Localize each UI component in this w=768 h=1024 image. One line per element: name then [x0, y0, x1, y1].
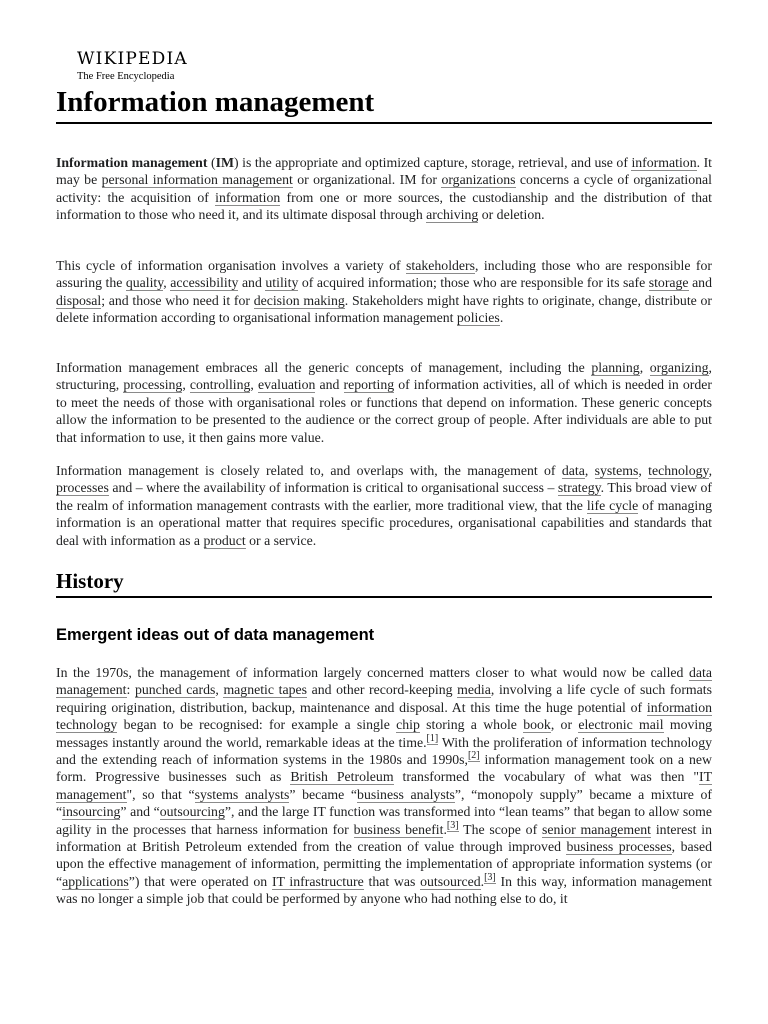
intro-paragraph-4: Information management is closely related to, and overlaps with, the management of data, systems, technology, processes and – where the availability of information is critical to organisational success – strategy. This broad view of the realm of information management contrasts with the earlier, more traditional view, that the life cycle of managing information is an operational matter that requires specific procedures, organisational capabilities and standards that deal with information as a product or a service.: [56, 463, 713, 548]
intro-section-4: [56, 462, 712, 549]
intro-paragraph-3: Information management embraces all the generic concepts of management, including the planning, organizing, structuring, processing, controlling, evaluation and reporting of information activities, all of which is needed in order to meet the needs of those with organisational roles or functions that depend on information. These generic concepts allow the information to be presented to the audience or the correct group of people. After individuals are able to put that information to use, it then gains more value.: [56, 360, 712, 445]
link-data-management[interactable]: data management: [56, 665, 712, 698]
bold-term: Information management: [56, 155, 208, 170]
reference-link[interactable]: [3]: [446, 820, 459, 832]
intro-section-3: [56, 359, 712, 446]
link-business-benefit[interactable]: business benefit: [353, 821, 444, 837]
link-product[interactable]: product: [203, 532, 246, 548]
link-accessibility[interactable]: accessibility: [170, 275, 239, 291]
intro-section-2: [56, 257, 712, 327]
link-information-technology[interactable]: information technology: [56, 699, 712, 733]
intro-paragraph-2: This cycle of information organisation involves a variety of stakeholders, including those who are responsible for assuring the quality, accessibility and utility of acquired information; those who are responsible for its safe storage and disposal; and those who need it for decision making. Stakeholders might have rights to originate, change, distribute or delete information according to organisational information management policies.: [56, 258, 712, 326]
link-life-cycle[interactable]: life cycle: [586, 497, 639, 513]
logo-wordmark: WIKIPEDIA: [77, 49, 188, 69]
link-applications[interactable]: applications: [62, 873, 129, 889]
link-punched-cards[interactable]: punched cards: [134, 682, 216, 698]
link-outsourced[interactable]: outsourced: [420, 873, 481, 889]
link-storage[interactable]: storage: [648, 275, 689, 291]
link-stakeholders[interactable]: stakeholders: [406, 258, 476, 273]
link-personal-information-management[interactable]: personal information management: [101, 172, 293, 188]
link-reporting[interactable]: reporting: [343, 377, 395, 393]
section-heading-history: History: [56, 568, 712, 598]
page-title: Information management: [56, 84, 712, 124]
link-processes[interactable]: processes: [56, 480, 109, 496]
link-chip[interactable]: chip: [396, 717, 420, 733]
intro-section: [56, 154, 712, 224]
link-media[interactable]: media: [457, 682, 491, 698]
link-policies[interactable]: policies: [456, 310, 500, 326]
link-archiving[interactable]: archiving: [426, 207, 479, 223]
link-systems-analysts[interactable]: systems analysts: [194, 786, 290, 802]
link-organizations[interactable]: organizations: [441, 172, 516, 188]
link-insourcing[interactable]: insourcing: [62, 804, 121, 820]
link-controlling[interactable]: controlling: [189, 377, 251, 393]
wikipedia-logo[interactable]: [77, 50, 188, 83]
bold-term: IM: [215, 155, 234, 170]
link-magnetic-tapes[interactable]: magnetic tapes: [223, 682, 307, 698]
link-outsourcing[interactable]: outsourcing: [159, 804, 225, 820]
link-information[interactable]: information: [215, 189, 281, 205]
link-organizing[interactable]: organizing: [649, 360, 709, 375]
link-utility[interactable]: utility: [265, 275, 299, 291]
link-processing[interactable]: processing: [123, 377, 183, 393]
history-paragraph-1: In the 1970s, the management of information largely concerned matters closer to what would now be called data management: punched cards, magnetic tapes and other record-keeping media, involving a life cycle of such formats requiring origination, distribution, backup, maintenance and disposal. At this time the huge potential of information technology began to be recognised: for example a single chip storing a whole book, or electronic mail moving messages instantly around the world, remarkable ideas at the time.[1] With the proliferation of information technology and the extending reach of information systems in the 1980s and 1990s,[2] information management took on a new form. Progressive businesses such as British Petroleum transformed the vocabulary of what was then "IT management", so that “systems analysts” became “business analysts”, “monopoly supply” became a mixture of “insourcing” and “outsourcing”, and the large IT function was transformed into “lean teams” that began to allow some agility in the processes that harness information for business benefit.[3] The scope of senior management interest in information at British Petroleum extended from the creation of value through improved business processes, based upon the effective management of information, permitting the implementation of appropriate information systems (or “applications”) that were operated on IT infrastructure that was outsourced.[3] In this way, information management was no longer a simple job that could be performed by anyone who had nothing else to do, it: [56, 665, 713, 907]
link-business-analysts[interactable]: business analysts: [357, 786, 455, 802]
link-systems[interactable]: systems: [594, 463, 639, 478]
reference-link[interactable]: [2]: [467, 750, 480, 762]
link-evaluation[interactable]: evaluation: [257, 377, 316, 393]
link-information[interactable]: information: [631, 155, 697, 170]
intro-paragraph-1: Information management (IM) is the appropriate and optimized capture, storage, retrieval, and use of information. It may be personal information management or organizational. IM for organizations concerns a cycle of organizational activity: the acquisition of information from one or more sources, the custodianship and the distribution of that information to those who need it, and its ultimate disposal through archiving or deletion.: [56, 155, 713, 223]
link-technology[interactable]: technology: [648, 463, 709, 478]
link-business-processes[interactable]: business processes: [566, 839, 672, 855]
link-disposal[interactable]: disposal: [56, 292, 102, 308]
link-strategy[interactable]: strategy: [557, 480, 601, 496]
history-section: [56, 664, 712, 908]
reference-link[interactable]: [3]: [484, 872, 496, 884]
link-it-infrastructure[interactable]: IT infrastructure: [271, 873, 364, 889]
subsection-heading: Emergent ideas out of data management: [56, 626, 375, 644]
logo-tagline: The Free Encyclopedia: [77, 71, 175, 82]
link-decision-making[interactable]: decision making: [253, 292, 345, 308]
link-senior-management[interactable]: senior management: [541, 821, 652, 837]
link-it-management[interactable]: IT management: [56, 769, 712, 802]
link-british-petroleum[interactable]: British Petroleum: [290, 769, 394, 785]
link-book[interactable]: book: [523, 717, 551, 733]
link-quality[interactable]: quality: [125, 275, 164, 291]
link-planning[interactable]: planning: [591, 360, 640, 375]
link-electronic-mail[interactable]: electronic mail: [578, 717, 664, 733]
reference-link[interactable]: [1]: [426, 733, 439, 745]
link-data[interactable]: data: [561, 463, 585, 478]
